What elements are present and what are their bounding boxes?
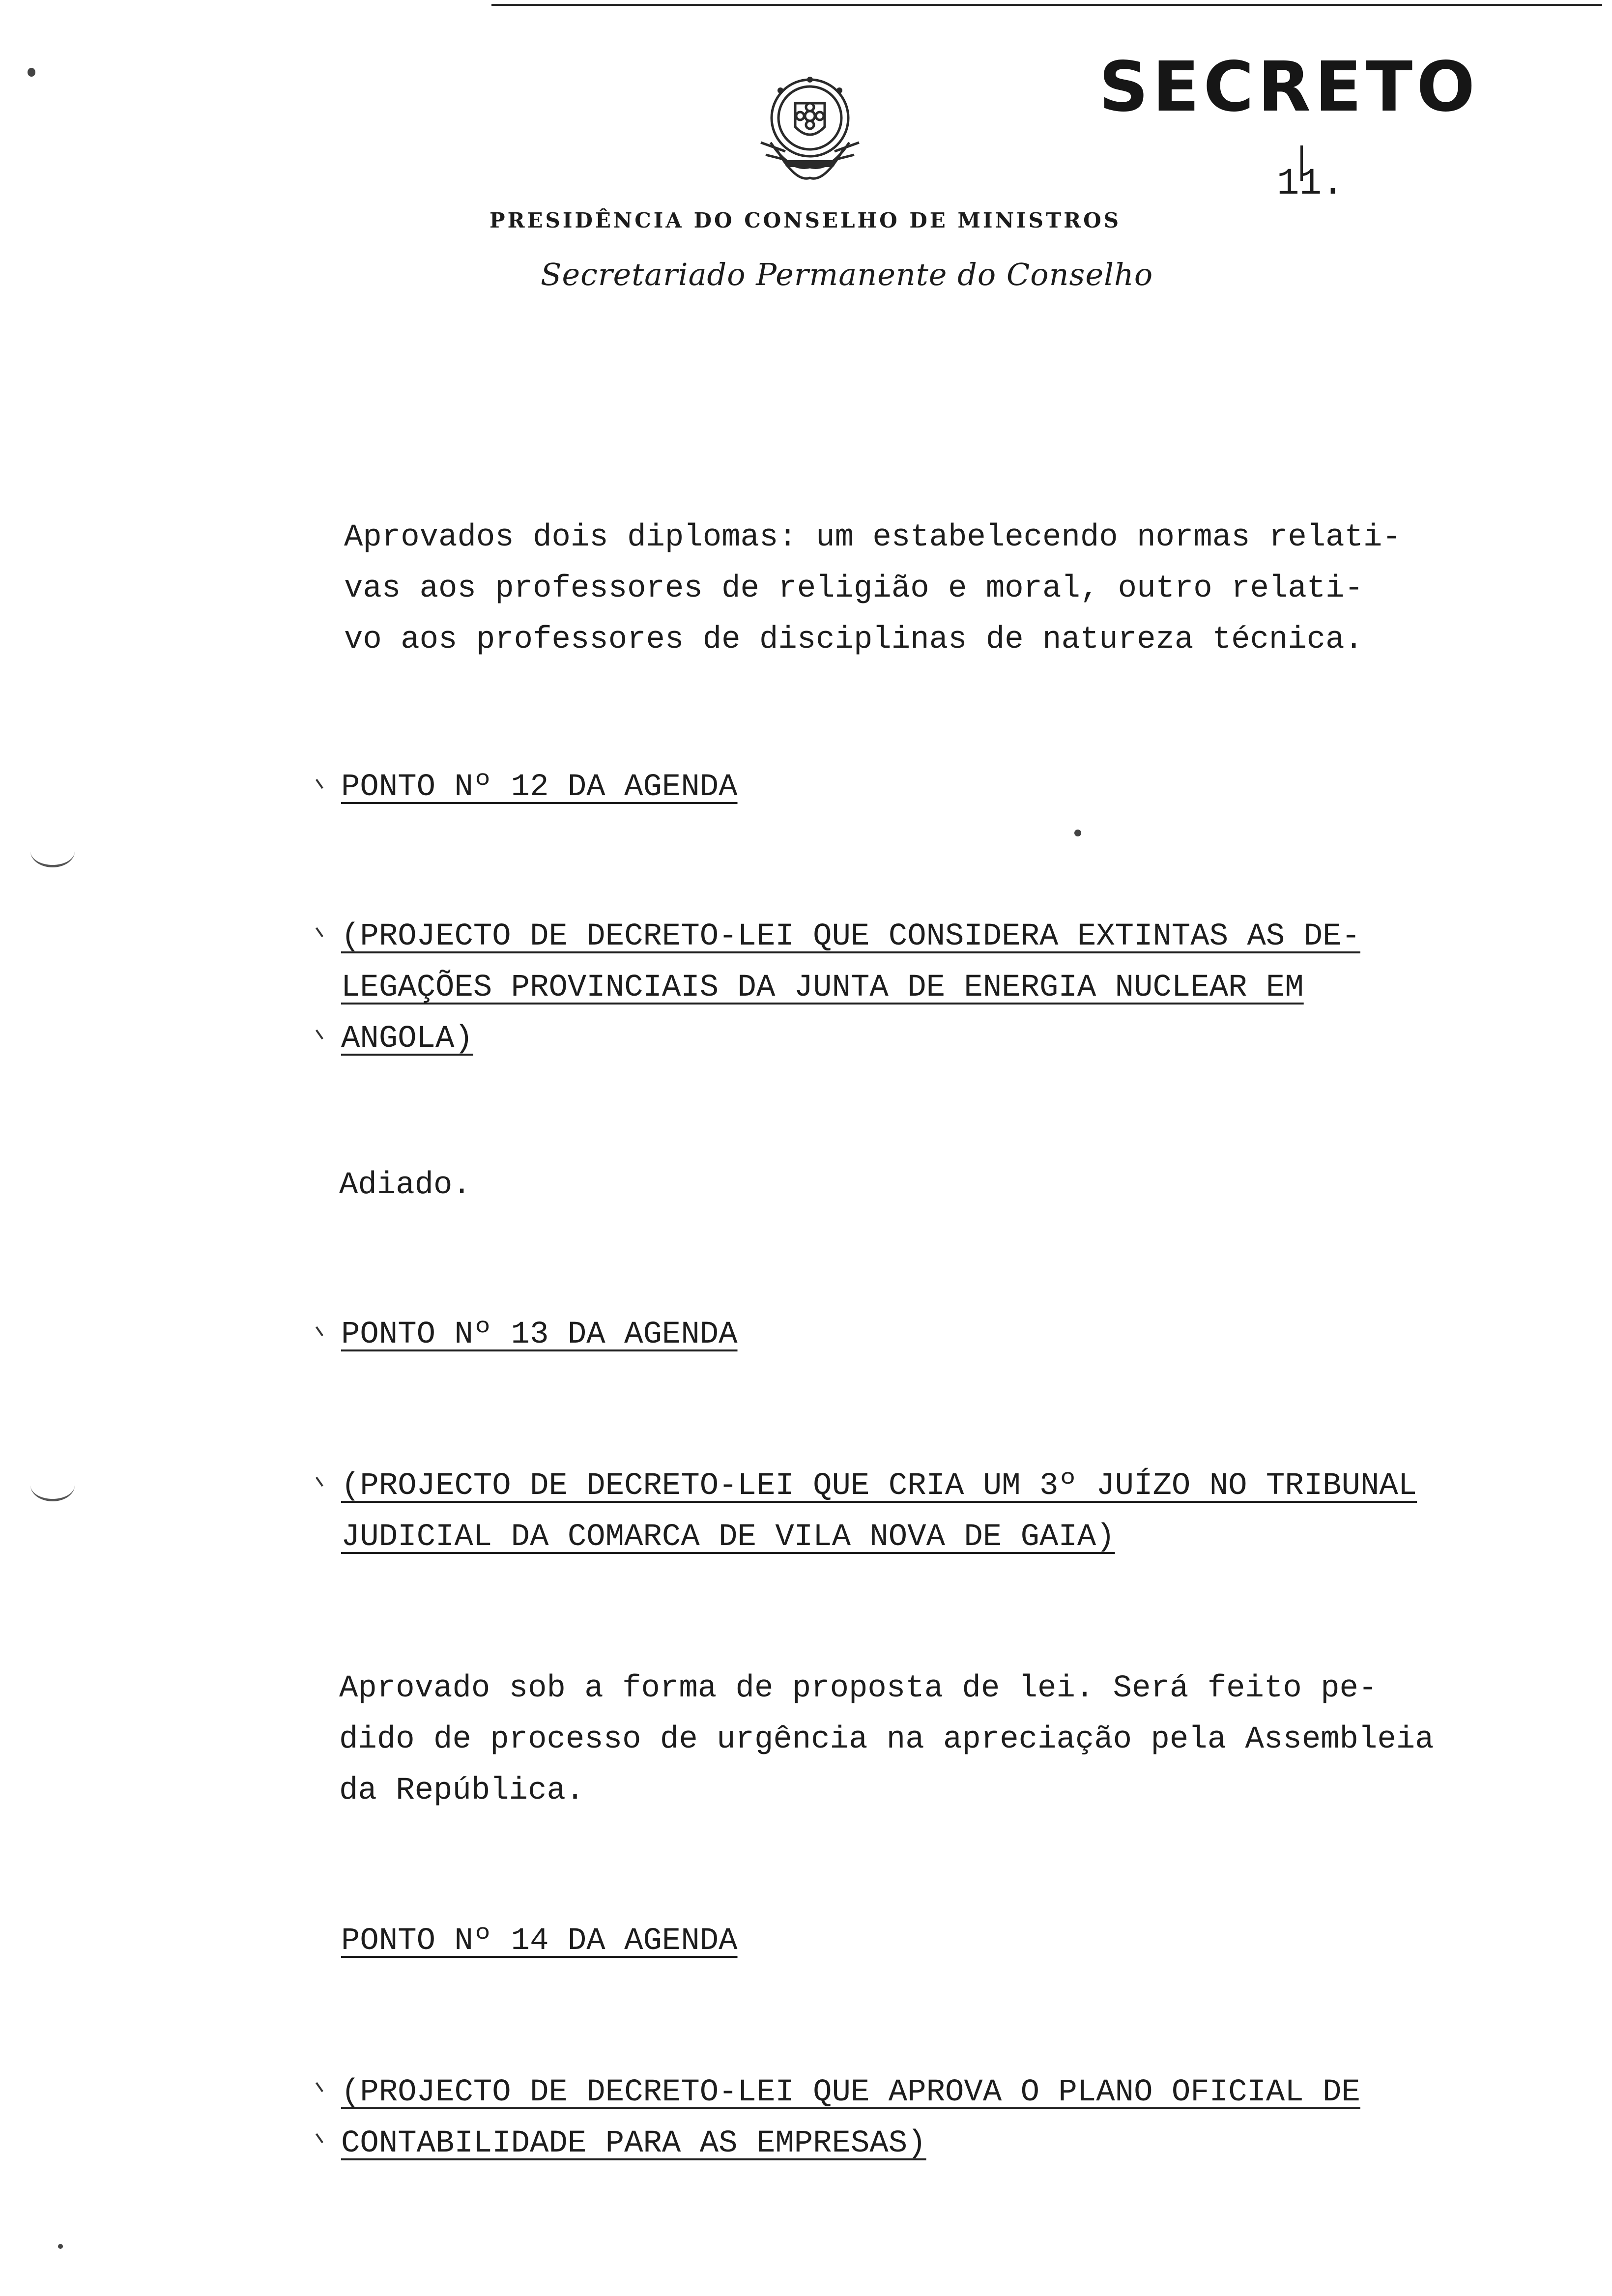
page-number: 11.: [1277, 163, 1344, 205]
item-12-decision: Adiado.: [339, 1168, 471, 1203]
intro-line: Aprovados dois diplomas: um estabelecendo normas relati-: [344, 520, 1401, 555]
top-rule: [491, 4, 1602, 6]
punch-hole-mark: [30, 1469, 75, 1501]
margin-tick: [316, 2082, 323, 2092]
item-13-title-line: (PROJECTO DE DECRETO-LEI QUE CRIA UM 3º JUÍZO NO TRIBUNAL: [341, 1468, 1417, 1504]
margin-tick: [316, 1030, 323, 1039]
item-14-title-line: CONTABILIDADE PARA AS EMPRESAS): [341, 2126, 926, 2161]
item-12-title-line: (PROJECTO DE DECRETO-LEI QUE CONSIDERA EXTINTAS AS DE-: [341, 919, 1360, 954]
margin-tick: [316, 1326, 323, 1336]
agenda-heading-14: PONTO Nº 14 DA AGENDA: [341, 1923, 738, 1959]
agenda-heading-13: PONTO Nº 13 DA AGENDA: [341, 1317, 738, 1352]
intro-line: vo aos professores de disciplinas de natureza técnica.: [344, 622, 1363, 658]
department-subheading: Secretariado Permanente do Conselho: [541, 257, 1153, 292]
intro-line: vas aos professores de religião e moral, outro relati-: [344, 571, 1363, 606]
institution-heading: PRESIDÊNCIA DO CONSELHO DE MINISTROS: [489, 208, 1122, 232]
item-12-title-line: ANGOLA): [341, 1021, 473, 1057]
agenda-heading-12: PONTO Nº 12 DA AGENDA: [341, 770, 738, 805]
item-13-decision-line: dido de processo de urgência na apreciação pela Assembleia: [339, 1722, 1434, 1757]
item-12-title-line: LEGAÇÕES PROVINCIAIS DA JUNTA DE ENERGIA NUCLEAR EM: [341, 970, 1304, 1005]
margin-tick: [316, 1477, 323, 1487]
margin-tick: [316, 779, 323, 789]
margin-tick: [316, 2133, 323, 2143]
item-13-decision-line: da República.: [339, 1773, 585, 1808]
item-13-title-line: JUDICIAL DA COMARCA DE VILA NOVA DE GAIA): [341, 1520, 1115, 1555]
scan-speck: [1074, 830, 1081, 836]
margin-tick: [316, 927, 323, 937]
scan-speck: [28, 68, 35, 77]
scan-speck: [58, 2244, 63, 2249]
item-13-decision-line: Aprovado sob a forma de proposta de lei. Será feito pe-: [339, 1671, 1378, 1706]
punch-hole-mark: [30, 835, 75, 867]
coat-of-arms-icon: [751, 69, 869, 192]
item-14-title-line: (PROJECTO DE DECRETO-LEI QUE APROVA O PLANO OFICIAL DE: [341, 2075, 1360, 2110]
classification-stamp: SECRETO: [1099, 47, 1479, 127]
